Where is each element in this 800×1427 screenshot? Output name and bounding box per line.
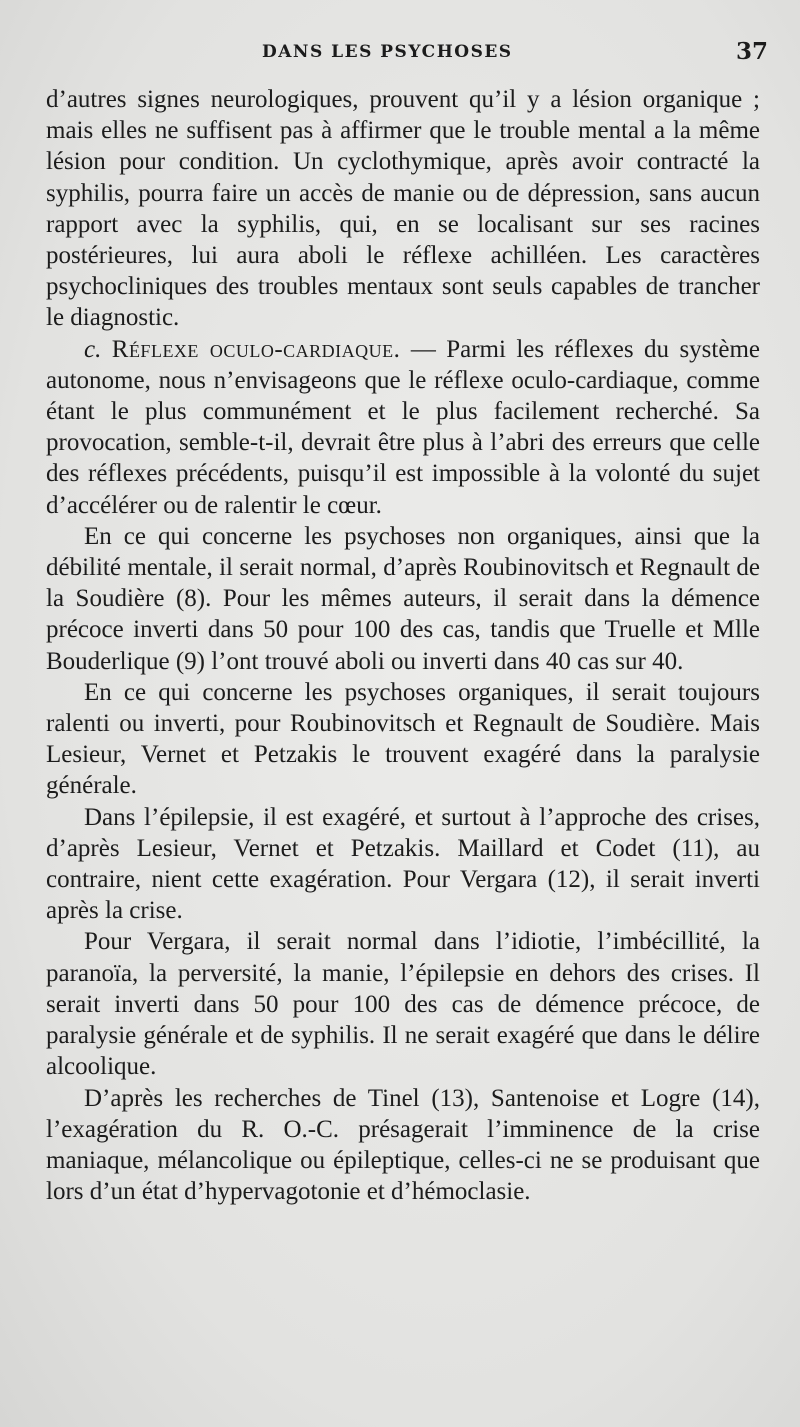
paragraph: D’après les recherches de Tinel (13), Santenoise et Logre (14), l’exagération du R. O.-C. présagerait l’imminence de la crise maniaque, mélancolique ou épileptique, celles-ci ne se produisant que lors d’un état d’hypervagotonie et d’hémoclasie. (46, 1084, 760, 1206)
page-header (0, 40, 800, 70)
paragraph: Dans l’épilepsie, il est exagéré, et surtout à l’approche des crises, d’après Lesieur, Vernet et Petzakis. Maillard et Codet (11), au contraire, nient cette exagération. Pour Vergara (12), il serait inverti après la crise. (46, 803, 760, 925)
paragraph: En ce qui concerne les psychoses non organiques, ainsi que la débilité mentale, il serait normal, d’après Roubinovitsch et Regnault de la Soudière (8). Pour les mêmes auteurs, il serait dans la démence précoce inverti dans 50 pour 100 des cas, tandis que Truelle et Mlle Bouderlique (9) l’ont trouvé aboli ou inverti dans 40 cas sur 40. (46, 522, 760, 675)
paragraph: Pour Vergara, il serait normal dans l’idiotie, l’imbécillité, la paranoïa, la perversité, la manie, l’épilepsie en dehors des crises. Il serait inverti dans 50 pour 100 des cas de démence précoce, de paralysie générale et de syphilis. Il ne serait exagéré que dans le délire alcoolique. (46, 928, 760, 1081)
section-text: Parmi les réflexes du système autonome, nous n’envisageons que le réflexe oculo-cardiaque, comme étant le plus communément et le plus facilement recherché. Sa provocation, semble-t-il, devrait être plus à l’abri des erreurs que celle des réflexes précédents, puisqu’il est impossible à la volonté du sujet d’accélérer ou de ralentir le cœur. (46, 335, 760, 519)
section-heading: Réflexe oculo-cardiaque. (111, 335, 401, 363)
page-number: 37 (735, 38, 768, 65)
paragraph: d’autres signes neurologiques, prouvent qu’il y a lésion organique ; mais elles ne suffisent pas à affirmer que le trouble mental a la même lésion pour condition. Un cyclothymique, après avoir contracté la syphilis, pourra faire un accès de manie ou de dépression, sans aucun rapport avec la syphilis, qui, en se localisant sur ses racines postérieures, lui aura aboli le réflexe achilléen. Les caractères psychocliniques des troubles mentaux sont seuls capables de trancher le diagnostic. (46, 86, 760, 332)
section-c-paragraph (46, 334, 760, 521)
paragraph: En ce qui concerne les psychoses organiques, il serait toujours ralenti ou inverti, pour Roubinovitsch et Regnault de Soudière. Mais Lesieur, Vernet et Petzakis le trouvent exagéré dans la paralysie générale. (46, 678, 760, 800)
running-head: DANS LES PSYCHOSES (262, 42, 513, 62)
heading-dash: — (410, 335, 436, 363)
section-marker: c. (84, 335, 102, 363)
body-text (46, 84, 760, 1207)
